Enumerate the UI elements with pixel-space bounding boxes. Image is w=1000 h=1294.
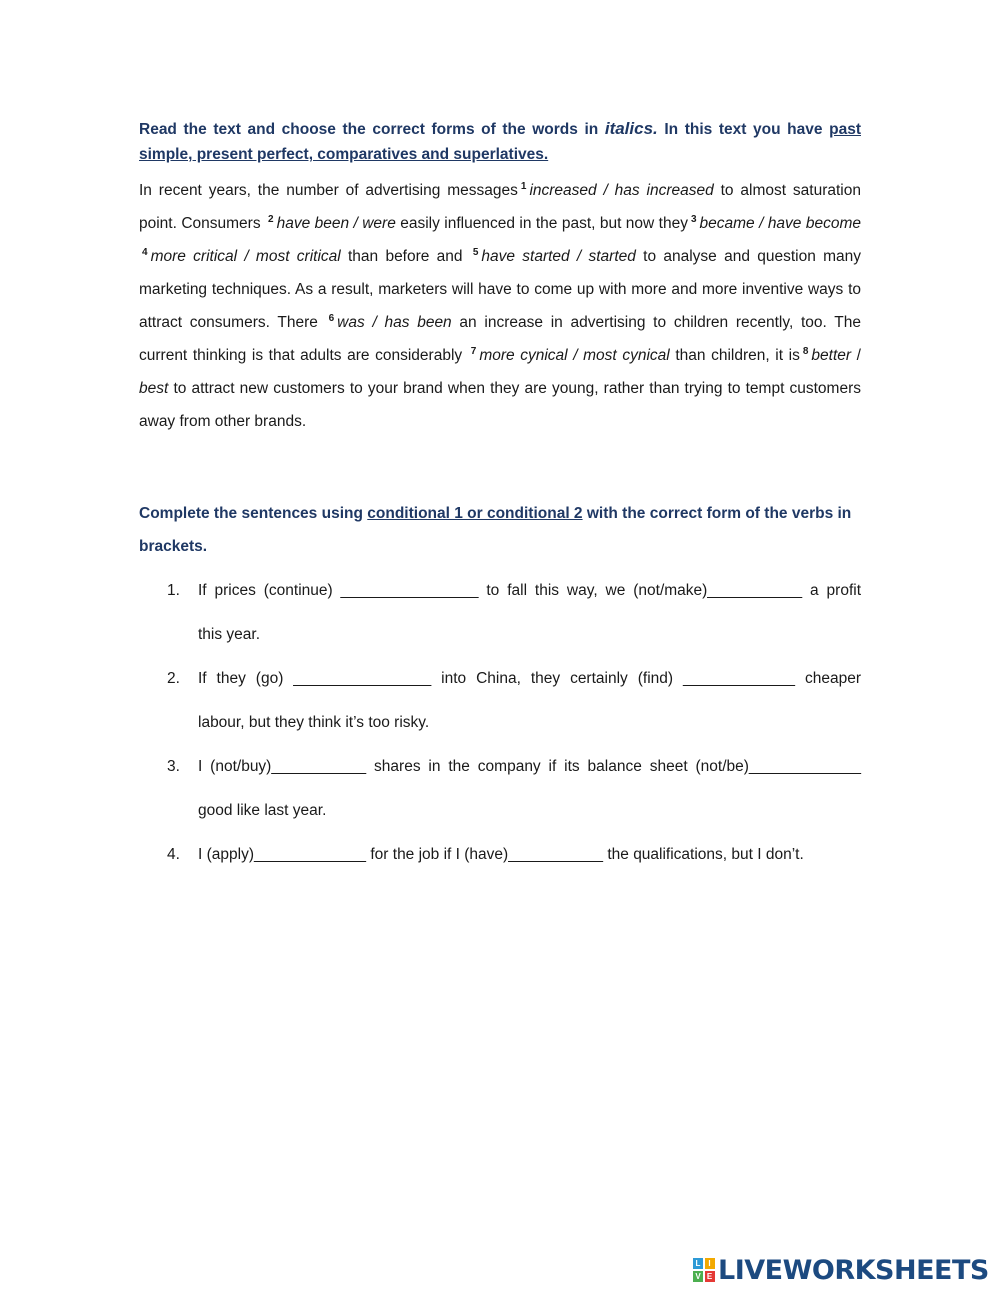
instruction-italic: italics. — [604, 119, 658, 138]
exercise-2-instruction — [139, 497, 861, 563]
passage-text: In recent years, the number of advertising messages — [139, 182, 518, 199]
question-1-line-2: this year. — [198, 626, 261, 643]
question-2-line-2: labour, but they think it’s too risky. — [198, 714, 430, 731]
gap-option-4[interactable]: more critical / most critical — [150, 248, 341, 265]
gap-number: 8 — [802, 346, 809, 357]
instruction-underlined: past simple, present perfect, comparatives and superlatives. — [139, 121, 861, 163]
gap-option-8b[interactable]: best — [139, 380, 169, 397]
gap-number: 6 — [328, 313, 335, 324]
logo-mark-letter: V — [693, 1271, 703, 1282]
gap-option-7[interactable]: more cynical / most cynical — [479, 347, 670, 364]
liveworksheets-logo — [693, 1255, 993, 1285]
gap-option-6[interactable]: was / has been — [337, 314, 452, 331]
passage-text: easily influenced in the past, but now they — [400, 215, 688, 232]
gap-option-1[interactable]: increased / has increased — [529, 182, 714, 199]
gap-option-8a[interactable]: better — [811, 347, 852, 364]
logo-mark-letter: L — [693, 1258, 703, 1269]
gap-number: 4 — [142, 247, 148, 258]
gap-number: 3 — [690, 214, 697, 225]
gap-number: 2 — [268, 214, 274, 225]
question-3-line-1[interactable]: I (not/buy)___________ shares in the company if its balance sheet (not/be)_____________ — [198, 758, 861, 775]
passage-text: to almost saturation point. Consumers — [139, 182, 861, 232]
option-separator: / — [856, 347, 861, 364]
question-4-line-1[interactable]: I (apply)_____________ for the job if I (have)___________ the qualifications, but I don’t. — [198, 846, 804, 863]
instruction-underlined: conditional 1 or conditional 2 — [367, 505, 583, 522]
reading-passage — [139, 174, 861, 438]
question-number: 2. — [167, 670, 180, 687]
instruction-text: Read the text and choose the correct forms of the words in — [139, 121, 599, 138]
logo-text: LIVEWORKSHEETS — [718, 1254, 989, 1286]
passage-text: to analyse and question many marketing techniques. As a result, marketers will have to come up with more and more inventive ways to attract consumers. There — [139, 248, 861, 331]
question-2-line-1[interactable]: If they (go) ________________ into China, they certainly (find) _____________ cheaper — [198, 670, 861, 687]
passage-text: an increase in advertising to children recently, too. The current thinking is that adults are considerably — [139, 314, 862, 364]
passage-text: than before and — [348, 248, 463, 265]
instruction-text: In this text you have — [664, 121, 823, 138]
gap-number: 5 — [472, 247, 479, 258]
logo-mark-icon — [693, 1258, 715, 1282]
passage-text: than children, it is — [675, 347, 800, 364]
exercise-1-instruction — [139, 116, 861, 167]
question-number: 4. — [167, 846, 180, 863]
gap-number: 1 — [520, 181, 527, 192]
question-number: 3. — [167, 758, 180, 775]
instruction-text: Complete the sentences using — [139, 505, 363, 522]
logo-mark-letter: E — [705, 1271, 715, 1282]
question-number: 1. — [167, 582, 180, 599]
question-1-line-1[interactable]: If prices (continue) ________________ to fall this way, we (not/make)___________ a profit — [198, 582, 861, 599]
passage-text: to attract new customers to your brand when they are young, rather than trying to tempt customers away from other brands. — [139, 380, 861, 430]
gap-option-5[interactable]: have started / started — [481, 248, 636, 265]
gap-number: 7 — [470, 346, 477, 357]
gap-option-3[interactable]: became / have become — [699, 215, 861, 232]
logo-mark-letter: I — [705, 1258, 715, 1269]
gap-option-2[interactable]: have been / were — [276, 215, 396, 232]
question-3-line-2: good like last year. — [198, 802, 327, 819]
instruction-text: with the correct form of the verbs in brackets. — [139, 505, 852, 555]
